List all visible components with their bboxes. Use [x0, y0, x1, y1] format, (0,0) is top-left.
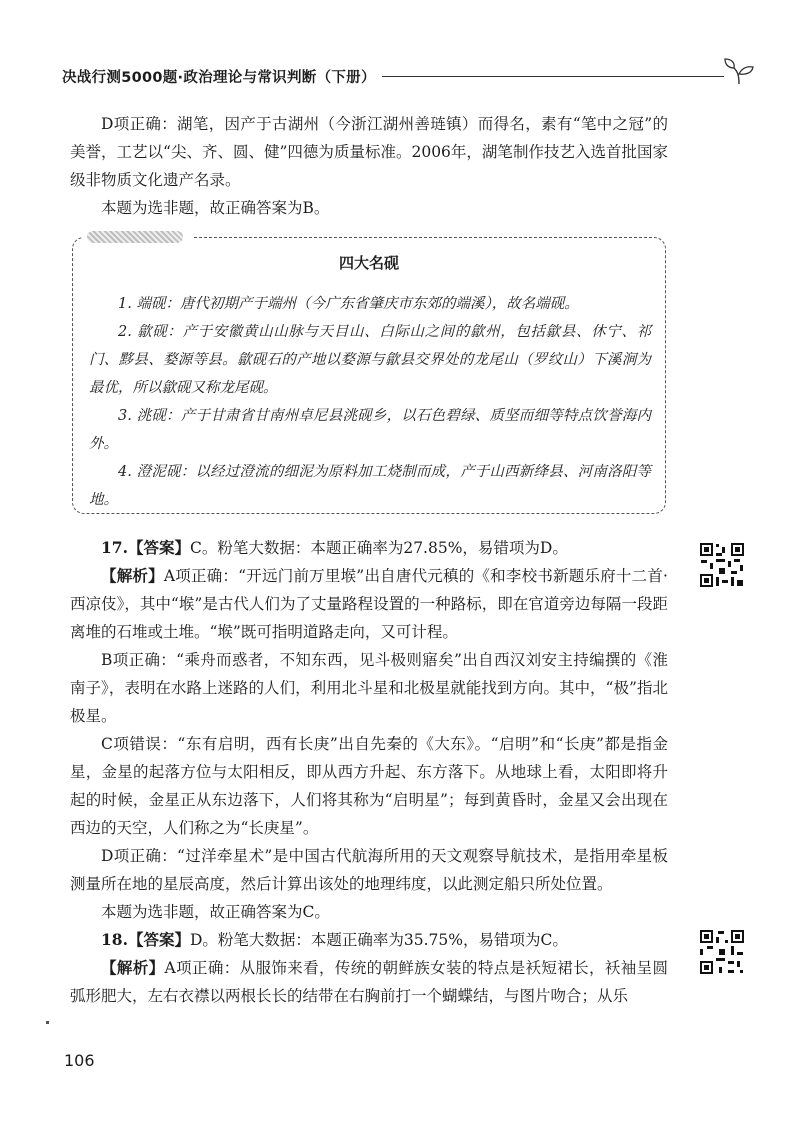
q17-analysis-a-text: A项正确：“开远门前万里堠”出自唐代元稹的《和李校书新题乐府十二首·西凉伎》，其中“堠”是古代人们为了丈量路程设置的一种路标，即在官道旁边每隔一段距离堆的石堆或土堆。“堠”既可指明道路走向，又可计程。: [70, 567, 668, 641]
q17-analysis-b: B项正确：“乘舟而惑者，不知东西，见斗极则寤矣”出自西汉刘安主持编撰的《淮南子》，表明在水路上迷路的人们，利用北斗星和北极星就能找到方向。其中，“极”指北极星。: [70, 651, 668, 725]
q18-answer-label: 18.【答案】: [101, 930, 190, 949]
box-tab: [83, 229, 193, 245]
box-item-2: 2. 歙砚：产于安徽黄山山脉与天目山、白际山之间的歙州，包括歙县、休宁、祁门、黟县、婺源等县。歙砚石的产地以婺源与歙县交界处的龙尾山（罗纹山）下溪涧为最优，所以歙砚又称龙尾砚。: [89, 324, 651, 396]
q17-analysis-label: 【解析】: [101, 566, 164, 585]
header-rule: [382, 76, 724, 77]
paragraph-conclusion-16: 本题为选非题，故正确答案为B。: [101, 199, 330, 217]
q17-answer-text: C。粉笔大数据：本题正确率为27.85%，易错项为D。: [189, 539, 568, 557]
running-header: [62, 64, 752, 88]
box-title: 四大名砚: [338, 254, 399, 272]
box-item-3: 3. 洮砚：产于甘肃省甘南州卓尼县洮砚乡，以石色碧绿、质坚而细等特点饮誉海内外。: [89, 408, 651, 452]
margin-dot: [46, 1021, 49, 1024]
sprout-icon: [722, 56, 756, 86]
q18-answer: [70, 926, 668, 954]
q17-analysis-a: [70, 562, 668, 646]
q17-answer: [70, 534, 668, 562]
q18-answer-text: D。粉笔大数据：本题正确率为35.75%，易错项为C。: [189, 931, 568, 949]
qr-code-icon: [698, 541, 746, 589]
q17-analysis-d: D项正确：“过洋牵星术”是中国古代航海所用的天文观察导航技术，是指用牵星板测量所在地的星辰高度，然后计算出该处的地理纬度，以此测定船只所处位置。: [70, 847, 668, 893]
knowledge-box: [72, 237, 666, 514]
paragraph-option-d: D项正确：湖笔，因产于古湖州（今浙江湖州善琏镇）而得名，素有“笔中之冠”的美誉，工艺以“尖、齐、圆、健”四德为质量标准。2006年，湖笔制作技艺入选首批国家级非物质文化遗产名录。: [70, 115, 668, 189]
box-item-4: 4. 澄泥砚：以经过澄流的细泥为原料加工烧制而成，产于山西新绛县、河南洛阳等地。: [89, 464, 651, 508]
box-item-1: 1. 端砚：唐代初期产于端州（今广东省肇庆市东郊的端溪），故名端砚。: [118, 296, 579, 312]
q18-analysis-a-text: A项正确：从服饰来看，传统的朝鲜族女装的特点是袄短裙长，袄袖呈圆弧形肥大，左右衣襟以两根长长的结带在右胸前打一个蝴蝶结，与图片吻合；从乐: [70, 959, 668, 1005]
q17-answer-label: 17.【答案】: [101, 538, 190, 557]
qr-code-icon: [698, 928, 746, 976]
q17-analysis-c: C项错误：“东有启明，西有长庚”出自先秦的《大东》。“启明”和“长庚”都是指金星，金星的起落方位与太阳相反，即从西方升起、东方落下。从地球上看，太阳即将升起的时候，金星正从东边落下，人们将其称为“启明星”；每到黄昏时，金星又会出现在西边的天空，人们称之为“长庚星”。: [70, 735, 668, 837]
header-title: 决战行测5000题·政治理论与常识判断（下册）: [62, 70, 376, 86]
q18-analysis-a: [70, 954, 668, 1010]
q17-conclusion: 本题为选非题，故正确答案为C。: [101, 903, 330, 921]
page-number: 106: [64, 1051, 95, 1070]
q18-analysis-label: 【解析】: [101, 958, 165, 977]
